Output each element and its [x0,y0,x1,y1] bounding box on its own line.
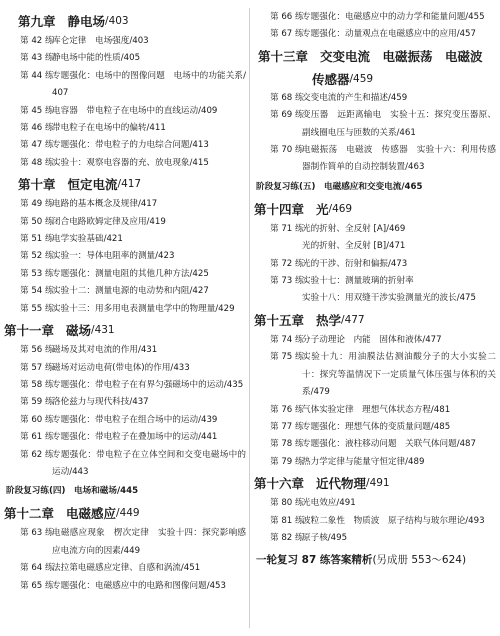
exercise-title: 专题强化：理想气体的变质量问题/485 [302,421,451,432]
exercise-number: 第 45 练 [20,105,54,116]
toc-entry-44[interactable] [4,68,248,103]
exercise-title: 交变电流的产生和描述/459 [302,92,408,103]
chapter-page: /417 [117,178,142,191]
chapter-page: /459 [349,72,374,85]
chapter-page: /477 [341,313,365,326]
toc-entry-77[interactable] [254,419,498,436]
exercise-number: 第 72 练 [270,258,304,269]
exercise-number: 第 42 练 [20,36,54,46]
exercise-number: 第 73 练 [270,276,304,287]
exercise-title: 专题强化：带电粒子在叠加场中的运动/441 [52,432,218,443]
stage-review-4[interactable]: 阶段复习练(四) 电场和磁场/445 [6,486,139,497]
answer-key-title: 一轮复习 87 练答案精析 [256,554,373,567]
exercise-number: 第 44 练 [20,70,54,81]
toc-entry-72[interactable] [254,256,498,273]
exercise-title: 变压器 远距离输电 实验十五：探究变压器原、副线圈电压与匝数的关系/461 [302,110,496,138]
chapter-9-heading [4,9,248,33]
exercise-number: 第 75 练 [270,352,304,363]
exercise-number: 第 77 练 [270,421,304,432]
exercise-number: 第 64 练 [20,563,54,574]
exercise-number: 第 57 练 [20,362,54,373]
chapter-15-heading [254,308,498,332]
exercise-number: 第 43 练 [20,53,54,64]
right-column [254,9,498,569]
toc-entry-75[interactable] [254,349,498,401]
chapter-number: 第十章 [18,177,56,193]
exercise-title: 专题强化：液柱移动问题 关联气体问题/487 [302,439,476,450]
toc-entry-46[interactable] [4,120,248,137]
exercise-number: 第 81 练 [270,515,304,526]
exercise-title: 波粒二象性 物质波 原子结构与玻尔理论/493 [302,515,485,526]
left-column [4,9,248,595]
exercise-number: 第 62 练 [20,449,54,460]
exercise-title: 电路的基本概念及规律/417 [52,199,158,210]
exercise-title: 实验十七：测量玻璃的折射率 [302,276,414,287]
exercise-number: 第 78 练 [270,439,304,450]
toc-entry-54[interactable] [4,283,248,300]
chapter-name: 近代物理 [316,476,367,492]
exercise-number: 第 60 练 [20,414,54,425]
toc-entry-66[interactable] [254,9,498,26]
toc-entry-70[interactable] [254,142,498,177]
exercise-number: 第 54 练 [20,286,54,297]
exercise-number: 第 58 练 [20,379,54,390]
chapter-number: 第十三章 [258,48,309,64]
exercise-number: 第 65 练 [20,580,54,591]
toc-entry-69[interactable] [254,107,498,142]
toc-entry-52[interactable] [4,248,248,265]
exercise-number: 第 47 练 [20,140,54,151]
toc-entry-73a[interactable] [254,273,498,290]
chapter-number: 第十五章 [254,312,305,328]
exercise-number: 第 63 练 [20,528,54,539]
toc-entry-61[interactable] [4,429,248,446]
toc-entry-43[interactable] [4,50,248,67]
exercise-title: 库仑定律 电场强度/403 [52,36,149,46]
toc-entry-67[interactable] [254,26,498,43]
exercise-number: 第 55 练 [20,303,54,314]
toc-entry-47[interactable] [4,137,248,154]
chapter-13-heading [254,44,498,90]
toc-entry-71b[interactable] [254,238,498,255]
exercise-number: 第 49 练 [20,199,54,210]
exercise-number: 第 69 练 [270,110,304,121]
exercise-title: 气体实验定律 理想气体状态方程/481 [302,404,451,415]
toc-entry-53[interactable] [4,266,248,283]
exercise-number: 第 53 练 [20,268,54,279]
exercise-title: 带电粒子在电场中的偏转/411 [52,123,166,134]
exercise-title: 电学实验基础/421 [52,234,123,245]
exercise-number: 第 79 练 [270,456,304,467]
toc-entry-50[interactable] [4,214,248,231]
exercise-title: 静电场中能的性质/405 [52,53,141,64]
exercise-number: 第 76 练 [270,404,304,415]
exercise-number [254,290,302,307]
toc-entry-73b[interactable] [254,290,498,307]
chapter-12-heading [4,501,248,525]
exercise-number: 第 82 练 [270,532,304,543]
exercise-number: 第 61 练 [20,432,54,443]
exercise-number: 第 52 练 [20,251,54,262]
exercise-number [254,238,302,255]
exercise-title: 磁场及其对电流的作用/431 [52,345,158,356]
exercise-title: 实验十九：用油膜法估测油酸分子的大小实验二十：探究等温情况下一定质量气体压强与体积的关系/479 [302,352,496,398]
answer-key-entry[interactable] [254,551,498,569]
chapter-name: 交变电流 电磁振荡 电磁波 [320,48,483,64]
exercise-title: 专题强化：测量电阻的其他几种方法/425 [52,268,209,279]
chapter-name: 恒定电流 [67,177,118,193]
chapter-number: 第十二章 [4,506,55,522]
exercise-number: 第 51 练 [20,234,54,245]
chapter-number: 第十六章 [254,476,305,492]
toc-entry-58[interactable] [4,377,248,394]
toc-entry-76[interactable] [254,402,498,419]
toc-entry-60[interactable] [4,412,248,429]
chapter-page: /491 [366,477,390,490]
toc-entry-57[interactable] [4,360,248,377]
answer-key-pages: (另成册 553～624) [372,554,467,567]
exercise-title: 磁场对运动电荷(带电体)的作用/433 [52,362,190,373]
exercise-title: 专题强化：电磁感应中的电路和图像问题/453 [52,580,226,591]
chapter-10-heading [4,172,248,196]
toc-entry-49[interactable] [4,196,248,213]
chapter-name: 热学 [316,312,342,328]
toc-entry-71a[interactable] [254,221,498,238]
exercise-title: 法拉第电磁感应定律、自感和涡流/451 [52,563,201,574]
chapter-16-heading [254,471,498,495]
exercise-title: 洛伦兹力与现代科技/437 [52,397,149,408]
toc-entry-80[interactable] [254,495,498,512]
chapter-name-continued: 传感器 [312,71,350,87]
exercise-title: 专题强化：动量观点在电磁感应中的应用/457 [302,29,476,40]
exercise-title: 实验十三：用多用电表测量电学中的物理量/429 [52,303,235,314]
exercise-title: 光的折射、全反射 [B]/471 [302,241,406,252]
chapter-name: 静电场 [67,14,106,29]
exercise-number: 第 50 练 [20,216,54,227]
chapter-page: /449 [116,507,140,520]
exercise-title: 专题强化：电场中的图像问题 电场中的功能关系/407 [52,70,246,99]
toc-entry-68[interactable] [254,90,498,107]
chapter-number: 第十四章 [254,201,305,217]
exercise-title: 原子核/495 [302,532,348,543]
exercise-number: 第 48 练 [20,157,54,168]
toc-entry-55[interactable] [4,301,248,318]
exercise-title: 实验一：导体电阻率的测量/423 [52,251,175,262]
exercise-title: 实验十八：用双缝干涉实验测量光的波长/475 [302,293,476,304]
toc-entry-56[interactable] [4,342,248,359]
exercise-title: 电容器 带电粒子在电场中的直线运动/409 [52,105,218,116]
exercise-title: 光电效应/491 [302,498,356,509]
exercise-number: 第 67 练 [270,29,304,40]
exercise-title: 实验十二：测量电源的电动势和内阻/427 [52,286,209,297]
exercise-title: 实验十：观察电容器的充、放电现象/415 [52,157,209,168]
exercise-title: 电磁感应现象 楞次定律 实验十四：探究影响感应电流方向的因素/449 [52,528,246,556]
exercise-title: 光的折射、全反射 [A]/469 [302,223,406,234]
exercise-number: 第 46 练 [20,123,54,134]
toc-entry-78[interactable] [254,436,498,453]
exercise-title: 分子动理论 内能 固体和液体/477 [302,334,442,345]
chapter-page: /469 [328,202,353,215]
toc-entry-82[interactable] [254,530,498,547]
column-divider [249,8,250,628]
chapter-name: 磁场 [66,323,92,339]
chapter-11-heading [4,318,248,342]
exercise-number: 第 70 练 [270,145,304,156]
chapter-number: 第九章 [18,14,56,29]
exercise-title: 闭合电路欧姆定律及应用/419 [52,216,166,227]
chapter-page: /403 [105,15,129,27]
exercise-title: 热力学定律与能量守恒定律/489 [302,456,425,467]
chapter-name: 电磁感应 [66,506,117,522]
toc-entry-42[interactable] [4,33,248,50]
stage-review-5[interactable]: 阶段复习练(五) 电磁感应和交变电流/465 [256,181,423,192]
exercise-number: 第 74 练 [270,334,304,345]
chapter-page: /431 [91,324,115,337]
exercise-number: 第 56 练 [20,345,54,356]
exercise-number: 第 71 练 [270,223,304,234]
toc-entry-48[interactable] [4,155,248,172]
exercise-title: 专题强化：带电粒子在立体空间和交变电磁场中的运动/443 [52,449,246,477]
exercise-title: 电磁振荡 电磁波 传感器 实验十六：利用传感器制作简单的自动控制装置/463 [302,145,496,173]
exercise-title: 光的干涉、衍射和偏振/473 [302,258,408,269]
exercise-number: 第 59 练 [20,397,54,408]
exercise-title: 专题强化：带电粒子的力电综合问题/413 [52,140,209,151]
exercise-title: 专题强化：电磁感应中的动力学和能量问题/455 [302,12,485,22]
toc-entry-62[interactable] [4,447,248,482]
chapter-name: 光 [316,201,329,217]
toc-entry-65[interactable] [4,578,248,595]
toc-entry-81[interactable] [254,513,498,530]
toc-entry-79[interactable] [254,454,498,471]
chapter-number: 第十一章 [4,323,55,339]
toc-entry-63[interactable] [4,525,248,560]
toc-entry-45[interactable] [4,103,248,120]
exercise-number: 第 68 练 [270,92,304,103]
exercise-title: 专题强化：带电粒子在有界匀强磁场中的运动/435 [52,379,244,390]
toc-entry-59[interactable] [4,394,248,411]
exercise-title: 专题强化：带电粒子在组合场中的运动/439 [52,414,218,425]
exercise-number: 第 66 练 [270,12,304,22]
toc-entry-51[interactable] [4,231,248,248]
exercise-number: 第 80 练 [270,498,304,509]
toc-entry-74[interactable] [254,332,498,349]
toc-entry-64[interactable] [4,560,248,577]
chapter-14-heading [254,197,498,221]
